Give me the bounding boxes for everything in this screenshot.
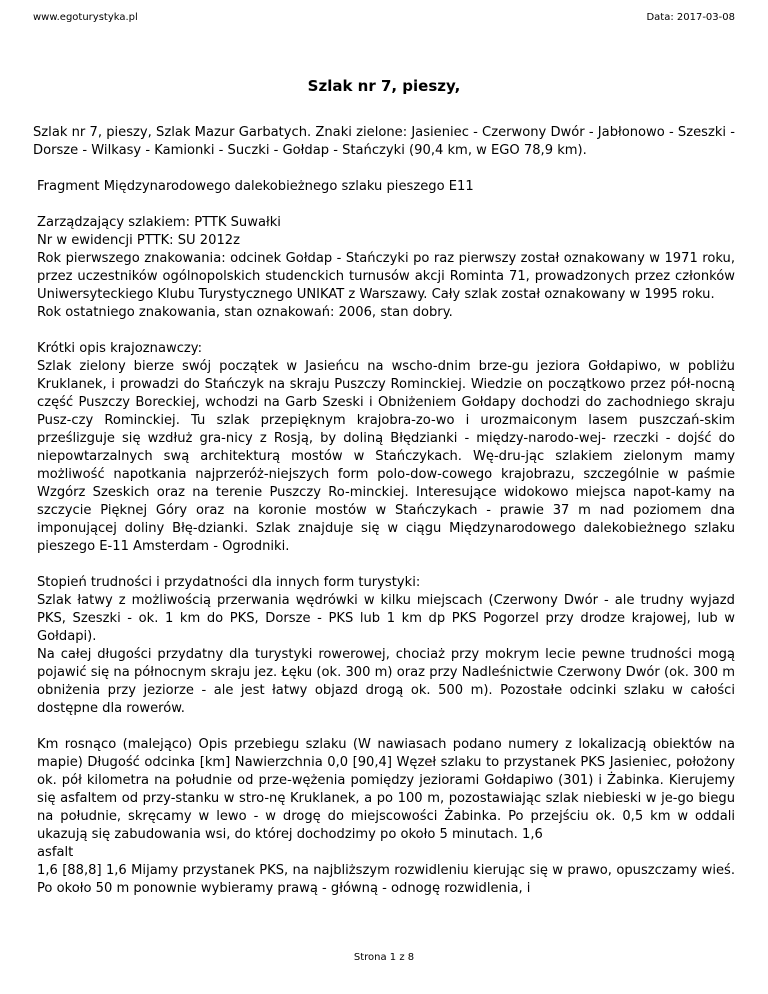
- surface-line: asfalt: [37, 845, 74, 860]
- bike-paragraph: Na całej długości przydatny dla turystyki rowerowej, chociaż przy mokrym lecie pewne trudności mogą pojawić się na północnym skraju jez. Łęku (ok. 300 m) oraz przy Nadleśnictwie Czerwony Dwór (ok. 300 m obniżenia przy jeziorze - ale jest łatwy objazd drogą ok. 500 m). Pozostałe odcinki szlaku w całości dostępne dla rowerów.: [37, 647, 735, 716]
- first-marking-paragraph: Rok pierwszego znakowania: odcinek Gołdap - Stańczyki po raz pierwszy został oznakowany w 1971 roku, przez uczestników ogólnopolskich studenckich turnusów akcji Rominta 71, prowadzonych przez członków Uniwersyteckiego Klubu Turystycznego UNIKAT z Warszawy. Cały szlak został oznakowany w 1995 roku.: [37, 251, 735, 302]
- page-number: Strona 1 z 8: [353, 952, 415, 963]
- route-intro-paragraph: Km rosnąco (malejąco) Opis przebiegu szlaku (W nawiasach podano numery z lokalizacją obiektów na mapie) Długość odcinka [km] Nawierzchnia 0,0 [90,4] Węzeł szlaku to przystanek PKS Jasieniec, położony ok. pół kilometra na południe od prze-wężenia pomiędzy jeziorami Gołdapiwo (301) i Żabinka. Kierujemy się asfaltem od przy-stanku w stro-nę Kruklanek, a po 100 m, pozostawiając szlak niebieski w je-go biegu na południe, skręcamy w lewo - w drogę do miejscowości Żabinka. Po przejściu ok. 0,5 km w oddali ukazują się zabudowania wsi, do której dochodzimy po około 5 minutach. 1,6: [37, 737, 735, 842]
- page-title: Szlak nr 7, pieszy,: [307, 77, 461, 95]
- last-marking-line: Rok ostatniego znakowania, stan oznakowań: 2006, stan dobry.: [37, 305, 453, 320]
- difficulty-heading: Stopień trudności i przydatności dla innych form turystyki:: [37, 575, 421, 590]
- evidence-line: Nr w ewidencji PTTK: SU 2012z: [37, 233, 240, 248]
- route-next-paragraph: 1,6 [88,8] 1,6 Mijamy przystanek PKS, na najbliższym rozwidleniu kierując się w prawo, opuszczamy wieś. Po około 50 m ponownie wybieramy prawą - główną - odnogę rozwidlenia, i: [37, 863, 735, 896]
- fragment-note: Fragment Międzynarodowego dalekobieżnego szlaku pieszego E11: [37, 179, 474, 194]
- site-url: www.egoturystyka.pl: [33, 12, 138, 23]
- print-date: Data: 2017-03-08: [646, 12, 735, 23]
- document-body: [33, 124, 735, 898]
- manager-line: Zarządzający szlakiem: PTTK Suwałki: [37, 215, 281, 230]
- description-heading: Krótki opis krajoznawczy:: [37, 341, 202, 356]
- description-paragraph: Szlak zielony bierze swój początek w Jasieńcu na wscho-dnim brze-gu jeziora Gołdapiwo, w pobliżu Kruklanek, i prowadzi do Stańczyk na skraju Puszczy Rominckiej. Wiedzie on początkowo przez pół-nocną część Puszczy Boreckiej, wchodzi na Garb Szeski i Obniżeniem Gołdapy dochodzi do zachodniego skraju Pusz-czy Rominckiej. Tu szlak przepięknym krajobra-zo-wo i urozmaiconym lasem puszczań-skim prześlizguje się wzdłuż gra-nicy z Rosją, by doliną Błędzianki - między-narodo-wej- rzeczki - dojść do niepowtarzalnych swą architekturą mostów w Stańczykach. Wę-dru-jąc szlakiem zielonym mamy możliwość napotkania najprzeróż-niejszych form polo-dow-cowego krajobrazu, szczególnie w paśmie Wzgórz Szeskich oraz na terenie Puszczy Ro-minckiej. Interesujące widokowo miejsca napot-kamy na szczycie Pięknej Góry oraz na koronie mostów w Stańczykach - prawie 37 m nad poziomem dna imponującej doliny Błę-dzianki. Szlak znajduje się w ciągu Międzynarodowego dalekobieżnego szlaku pieszego E-11 Amsterdam - Ogrodniki.: [37, 359, 735, 554]
- intro-paragraph: Szlak nr 7, pieszy, Szlak Mazur Garbatych. Znaki zielone: Jasieniec - Czerwony Dwór - Jabłonowo - Szeszki - Dorsze - Wilkasy - Kamionki - Suczki - Gołdap - Stańczyki (90,4 km, w EGO 78,9 km).: [33, 125, 735, 158]
- difficulty-paragraph: Szlak łatwy z możliwością przerwania wędrówki w kilku miejscach (Czerwony Dwór - ale trudny wyjazd PKS, Szeszki - ok. 1 km do PKS, Dorsze - PKS lub 1 km dp PKS Pogorzel przy drodze krajowej, lub w Gołdapi).: [37, 593, 735, 644]
